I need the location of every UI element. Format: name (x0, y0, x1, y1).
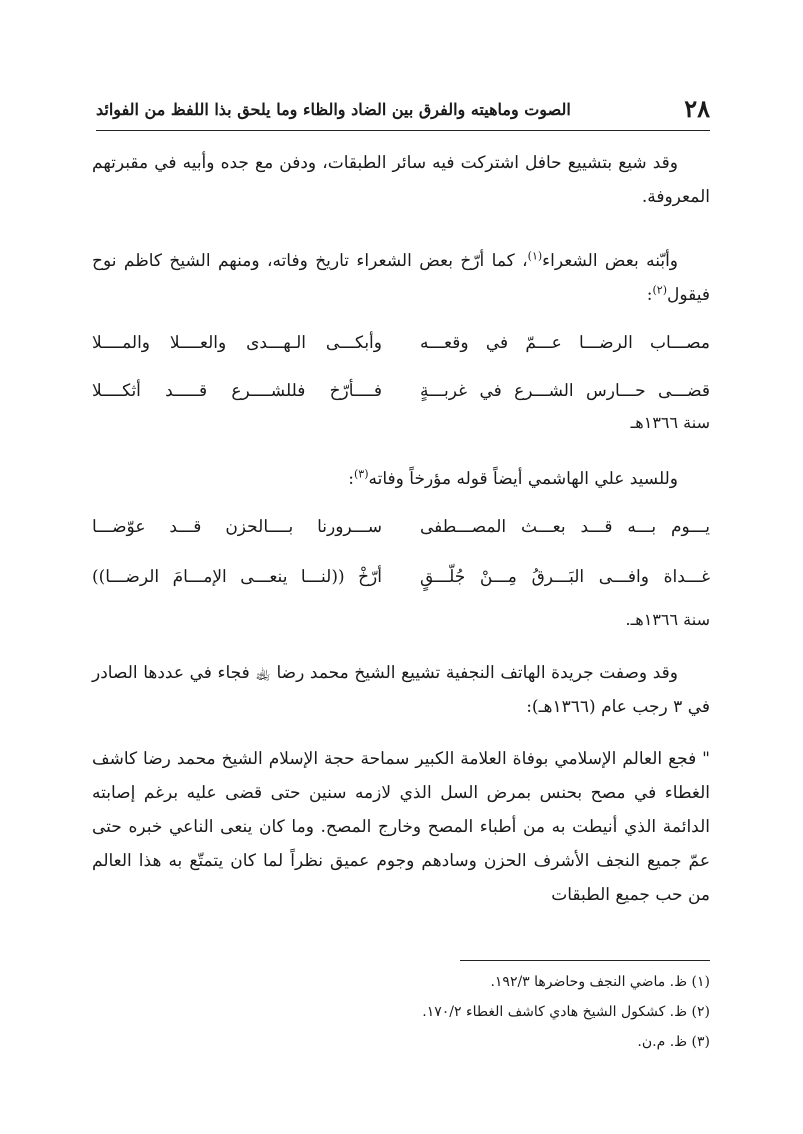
hemistich-first: يـــوم بـــه قـــد بعـــث المصـــطفى (420, 517, 710, 537)
paragraph-elegy-intro (92, 244, 710, 312)
footnote-ref: (٢) (652, 283, 667, 297)
footnote-3: (٣) ظ. م.ن. (637, 1034, 710, 1050)
page-number: ٢٨ (684, 94, 710, 123)
hemistich-first: قضـــى حـــارس الشـــرع في غربـــةٍ (420, 381, 710, 401)
paragraph-text: وأبّنه بعض الشعراء (542, 251, 679, 271)
paragraph-text: : (646, 285, 653, 305)
hemistich-second: فــــأرّخ فللشــــرع قـــــد أثكــــلا (92, 381, 382, 401)
poem2-date: سنة ١٣٦٦هـ. (625, 610, 710, 629)
paragraph-text: وللسيد علي الهاشمي أيضاً قوله مؤرخاً وفاته (368, 469, 678, 489)
poem1-verse-1 (92, 326, 710, 360)
footnote-2: (٢) ظ. كشكول الشيخ هادي كاشف الغطاء ١٧٠/٢. (422, 1004, 710, 1020)
poem2-verse-2 (92, 560, 710, 594)
hemistich-second: ســـرورنا بــــالحزن قـــد عوّضـــا (92, 517, 382, 537)
hemistich-second: أرّخْ ((لنـــا ينعـــى الإمـــامَ الرضـــا)) (92, 567, 382, 587)
paragraph-text: : (348, 469, 354, 489)
paragraph-newspaper: وقد وصفت جريدة الهاتف النجفية تشييع الشيخ محمد رضا ﵀ فجاء في عددها الصادر في ٣ رجب عام (١٣٦٦هـ): (92, 663, 710, 717)
hemistich-second: وأبكـــى الـهـــدى والعــــلا والمــــلا (92, 333, 382, 353)
running-title: الصوت وماهيته والفرق بين الضاد والظاء وما يلحق بذا اللفظ من الفوائد (96, 100, 571, 119)
footnote-1: (١) ظ. ماضي النجف وحاضرها ١٩٢/٣. (490, 974, 710, 990)
poem1-verse-2 (92, 374, 710, 408)
poem1-date: سنة ١٣٦٦هـ (630, 413, 710, 432)
paragraph-text: ، كما أرّخ بعض الشعراء تاريخ وفاته، ومنهم الشيخ كاظم نوح فيقول (92, 251, 710, 305)
hemistich-first: غـــداة وافـــى البَـــرقُ مِـــنْ جُلّـــقٍ (420, 567, 710, 587)
hemistich-first: مصـــاب الرضـــا عـــمّ في وقعـــه (420, 333, 710, 353)
paragraph-burial: وقد شيع بتشييع حافل اشتركت فيه سائر الطبقات، ودفن مع جده وأبيه في مقبرتهم المعروفة. (92, 153, 710, 207)
page-header (96, 88, 710, 131)
footnote-ref: (٣) (353, 467, 369, 481)
paragraph-quotation: " فجع العالم الإسلامي بوفاة العلامة الكبير سماحة حجة الإسلام الشيخ محمد رضا كاشف الغطاء في مصح بحنس بمرض السل الذي لازمه سنين حتى قضى عليه برغم إصابته الدائمة الذي أنيطت به من أطباء المصح وخارج المصح. وما كان ينعى الناعي خبره حتى عمّ جميع النجف الأشرف الحزن وسادهم وجوم عميق نظراً لما كان يتمتّع به هذا العالم من حب جميع الطبقات (92, 749, 710, 905)
paragraph-hashimi-intro (92, 462, 710, 496)
poem2-verse-1 (92, 510, 710, 544)
footnote-divider (460, 960, 710, 961)
footnote-ref: (١) (527, 249, 543, 263)
